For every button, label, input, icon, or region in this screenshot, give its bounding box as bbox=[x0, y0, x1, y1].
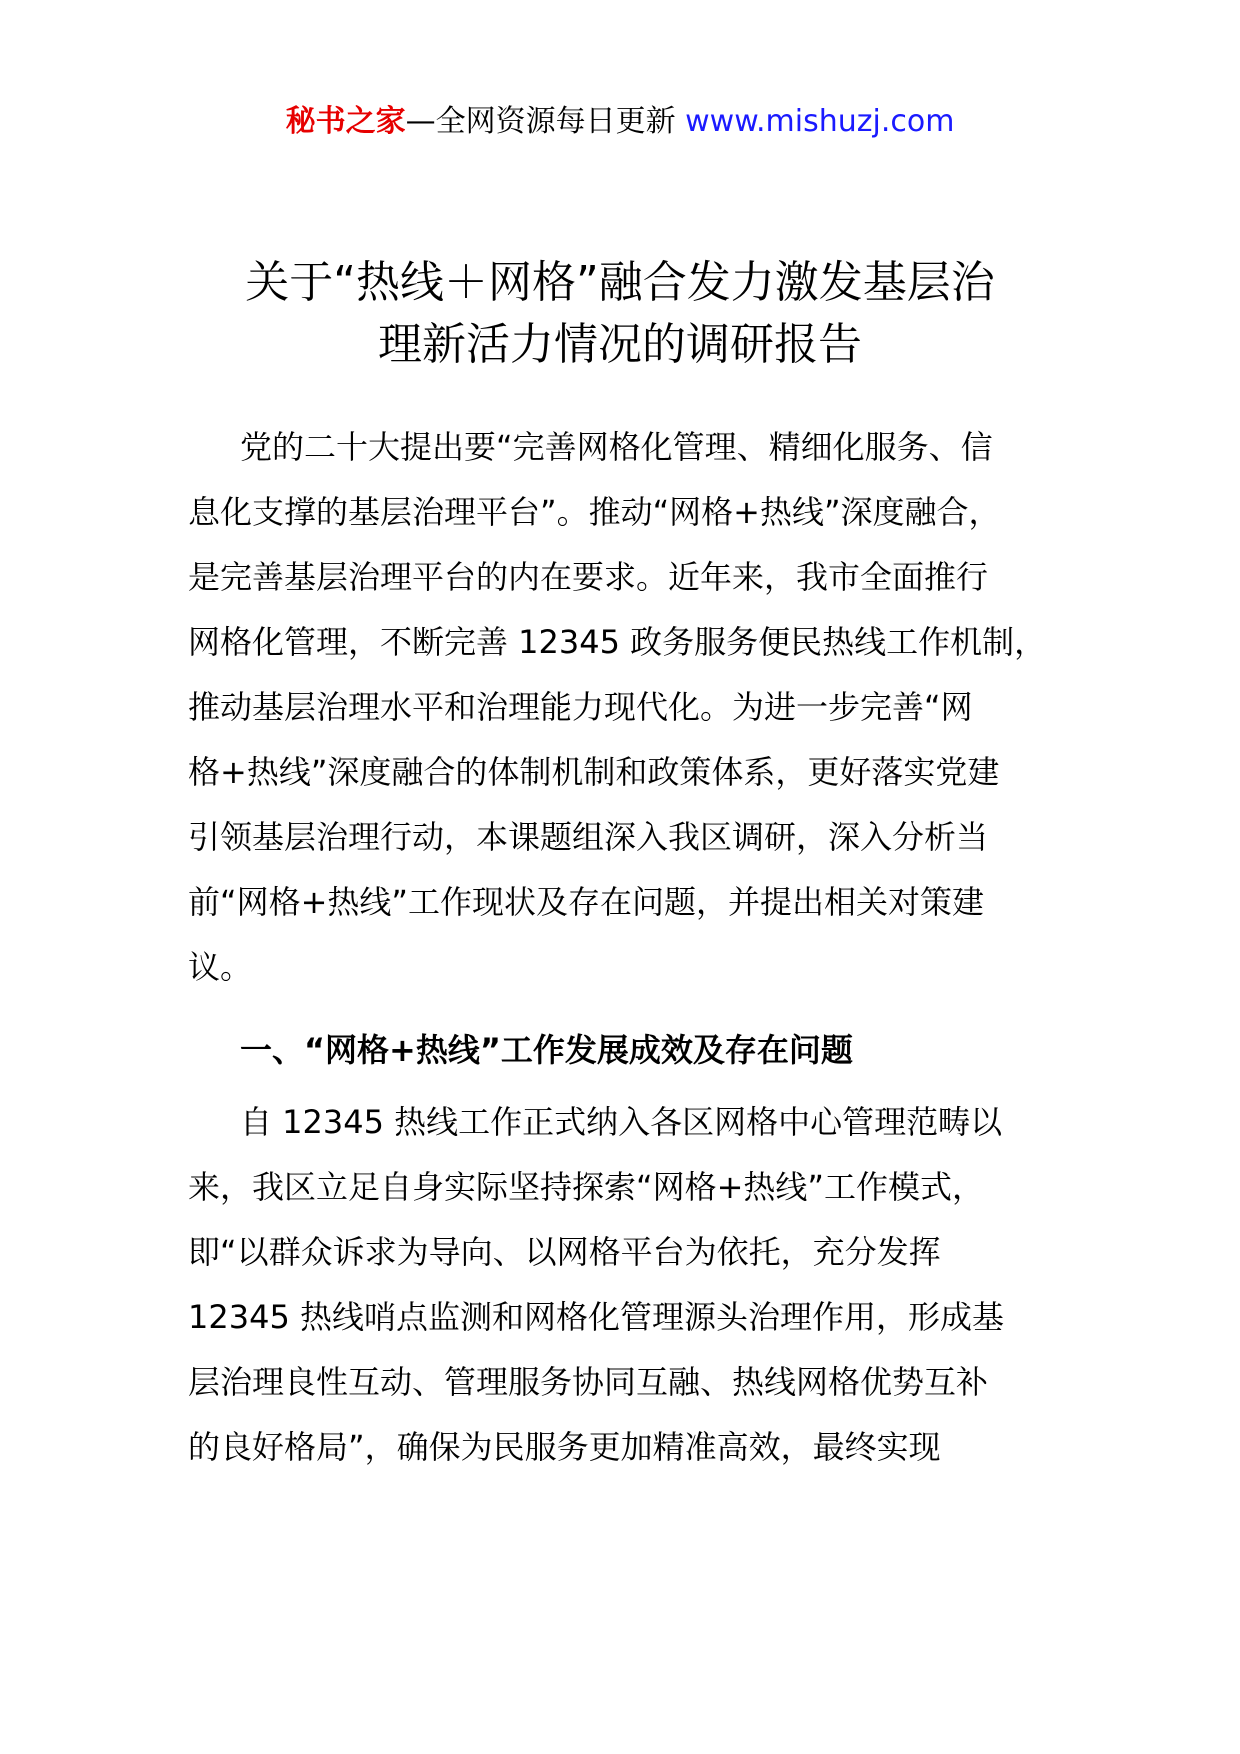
title-line: 关于“热线＋网格”融合发力激发基层治 bbox=[245, 257, 995, 308]
paragraph-line: 是完善基层治理平台的内在要求。近年来，我市全面推行 bbox=[188, 558, 989, 596]
paragraph-line: 即“以群众诉求为导向、以网格平台为依托，充分发挥 bbox=[188, 1233, 941, 1271]
document-title bbox=[0, 252, 1240, 376]
paragraph-line: 党的二十大提出要“完善网格化管理、精细化服务、信 bbox=[240, 428, 993, 466]
paragraph-line: 来，我区立足自身实际坚持探索“网格+热线”工作模式， bbox=[188, 1168, 984, 1206]
paragraph-line: 推动基层治理水平和治理能力现代化。为进一步完善“网 bbox=[188, 688, 973, 726]
paragraph-line: 网格化管理，不断完善 12345 政务服务便民热线工作机制， bbox=[188, 623, 1047, 661]
site-brand: 秘书之家 bbox=[285, 104, 406, 139]
paragraph-line: 引领基层治理行动，本课题组深入我区调研，深入分析当 bbox=[188, 818, 989, 856]
site-tagline: —全网资源每日更新 bbox=[405, 104, 676, 139]
section-heading: 一、“网格+热线”工作发展成效及存在问题 bbox=[240, 1031, 853, 1069]
paragraph-line: 层治理良性互动、管理服务协同互融、热线网格优势互补 bbox=[188, 1363, 989, 1401]
paragraph-line: 息化支撑的基层治理平台”。推动“网格+热线”深度融合， bbox=[188, 493, 1001, 531]
paragraph-line: 的良好格局”，确保为民服务更加精准高效，最终实现 bbox=[188, 1428, 941, 1466]
intro-paragraph bbox=[188, 415, 1088, 1000]
paragraph-line: 12345 热线哨点监测和网格化管理源头治理作用，形成基 bbox=[188, 1298, 1004, 1336]
paragraph-line: 前“网格+热线”工作现状及存在问题，并提出相关对策建 bbox=[188, 883, 984, 921]
section-paragraph bbox=[188, 1090, 1088, 1480]
site-header bbox=[0, 100, 1240, 144]
paragraph-line: 议。 bbox=[188, 948, 253, 986]
site-url-link[interactable]: www.mishuzj.com bbox=[685, 104, 955, 139]
title-line: 理新活力情况的调研报告 bbox=[378, 319, 862, 370]
paragraph-line: 自 12345 热线工作正式纳入各区网格中心管理范畴以 bbox=[240, 1103, 1003, 1141]
paragraph-line: 格+热线”深度融合的体制机制和政策体系，更好落实党建 bbox=[188, 753, 1000, 791]
